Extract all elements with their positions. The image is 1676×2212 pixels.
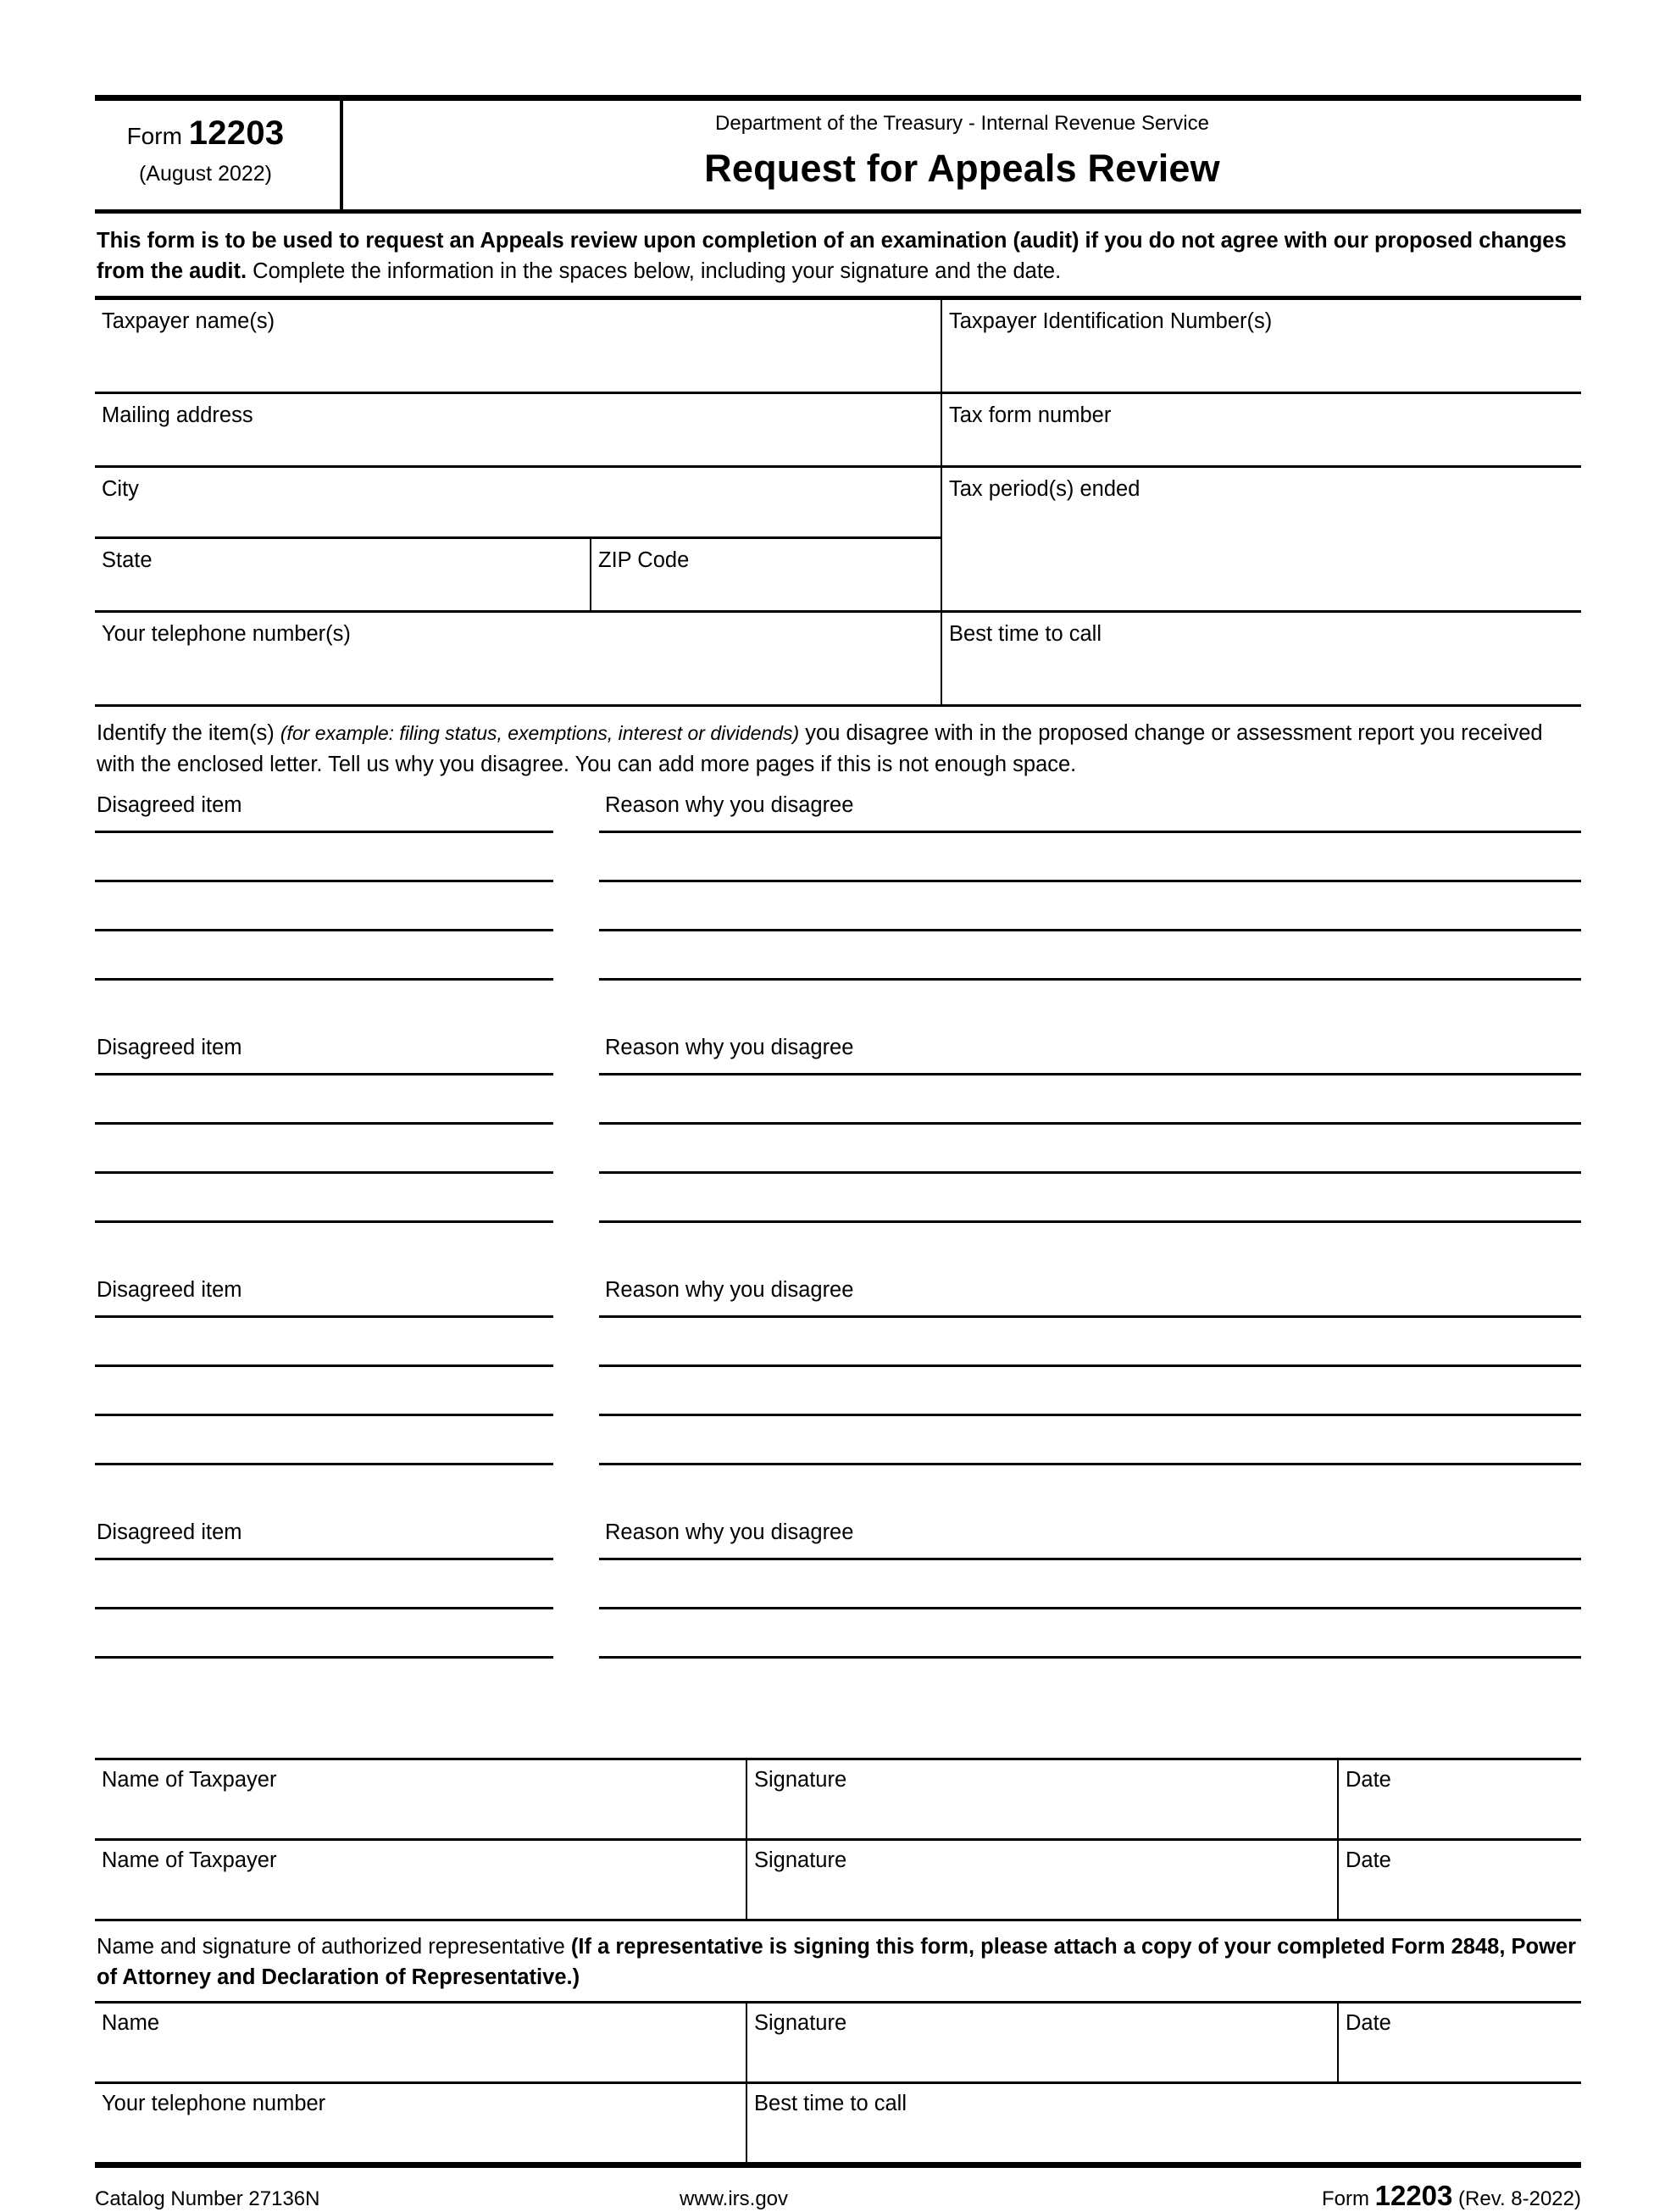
label-city: City [102, 477, 139, 502]
signature-row-2 [95, 1841, 1581, 1919]
identify-rest-text: you disagree with in the proposed change or assessment report you received with the enclosed letter. Tell us why you disagree. You can add more pages if this is not enough space. [97, 721, 1543, 776]
label-representative-name: Name [102, 2011, 160, 2036]
field-taxpayer-names[interactable] [95, 300, 942, 392]
disagreed-block-3 [95, 1270, 1581, 1512]
write-line[interactable] [599, 1463, 1581, 1512]
signature-row-1 [95, 1760, 1581, 1841]
footer-form-identity [1044, 2180, 1581, 2212]
field-representative-telephone[interactable] [95, 2084, 747, 2162]
disagreed-labels-2 [95, 1027, 1581, 1073]
field-taxpayer-name-1[interactable] [95, 1760, 747, 1838]
write-line[interactable] [95, 1656, 553, 1705]
column-gap [553, 831, 599, 1027]
disagreed-block-1 [95, 785, 1581, 1027]
write-line[interactable] [599, 1364, 1581, 1414]
label-disagreed-item-3: Disagreed item [97, 1277, 242, 1302]
write-line[interactable] [95, 1607, 553, 1656]
write-line[interactable] [95, 1171, 553, 1220]
form-footer [95, 2168, 1581, 2212]
reason-lines-3[interactable] [599, 1315, 1581, 1512]
column-gap [553, 1073, 599, 1270]
field-mailing-address[interactable] [95, 394, 942, 465]
form-content [95, 0, 1581, 2212]
write-line[interactable] [95, 831, 553, 880]
header-form-word: Form [126, 123, 182, 149]
field-telephone-numbers[interactable] [95, 613, 942, 704]
disagreed-labels-3 [95, 1270, 1581, 1315]
tax-periods-ended-inner [942, 468, 1581, 610]
label-representative-date: Date [1346, 2011, 1391, 2036]
reason-lines-1[interactable] [599, 831, 1581, 1027]
label-telephone-numbers: Your telephone number(s) [102, 622, 351, 647]
field-state[interactable] [95, 539, 591, 610]
identify-example-text: (for example: filing status, exemptions, interest or dividends) [280, 722, 800, 745]
field-best-time-to-call[interactable] [942, 613, 1581, 704]
footer-catalog-number: Catalog Number 27136N [95, 2187, 320, 2211]
write-line[interactable] [95, 1073, 553, 1122]
disagreed-lines-3 [95, 1315, 1581, 1512]
disagreed-item-lines-1[interactable] [95, 831, 553, 1027]
disagreed-item-lines-4[interactable] [95, 1558, 553, 1705]
grid-city-state-column [95, 468, 942, 610]
write-line[interactable] [95, 1315, 553, 1364]
field-representative-name[interactable] [95, 2004, 747, 2081]
disagreed-block-2 [95, 1027, 1581, 1270]
representative-notice [95, 1921, 1581, 2001]
field-taxpayer-name-2[interactable] [95, 1841, 747, 1919]
header-form-line [95, 113, 316, 154]
write-line[interactable] [599, 880, 1581, 929]
representative-notice-normal: Name and signature of authorized representative [97, 1934, 571, 1959]
disagreed-item-lines-3[interactable] [95, 1315, 553, 1512]
write-line[interactable] [599, 978, 1581, 1027]
page-title: Request for Appeals Review [704, 147, 1220, 190]
footer-form-number: 12203 [1374, 2180, 1453, 2212]
representative-row-name [95, 2004, 1581, 2084]
label-state: State [102, 548, 153, 573]
representative-row-telephone [95, 2084, 1581, 2162]
field-representative-best-time[interactable] [747, 2084, 1581, 2162]
field-taxpayer-signature-1[interactable] [747, 1760, 1339, 1838]
grid-row-city-state-period [95, 468, 1581, 613]
label-representative-best-time: Best time to call [754, 2092, 907, 2116]
intro-paragraph [95, 214, 1581, 296]
write-line[interactable] [599, 929, 1581, 978]
label-best-time-to-call: Best time to call [949, 622, 1102, 647]
label-taxpayer-name-2: Name of Taxpayer [102, 1848, 277, 1872]
write-line[interactable] [599, 1414, 1581, 1463]
disagreed-labels-1 [95, 785, 1581, 831]
intro-bold-text: This form is to be used to request an Appeals review upon completion of an examination (audit) if you do not agree with our proposed changes from the audit. [97, 229, 1567, 284]
identify-lead-text: Identify the item(s) [97, 721, 280, 746]
field-zip-code[interactable] [591, 539, 941, 610]
footer-rule [95, 2162, 1581, 2168]
label-tax-periods-ended: Tax period(s) ended [949, 477, 1140, 502]
label-taxpayer-id-numbers: Taxpayer Identification Number(s) [949, 309, 1273, 334]
field-taxpayer-date-1[interactable] [1339, 1760, 1581, 1838]
representative-notice-bold: (If a representative is signing this form, please attach a copy of your completed Form 2848, Power of Attorney and Declaration of Representative.) [97, 1934, 1577, 1990]
field-representative-signature[interactable] [747, 2004, 1339, 2081]
label-taxpayer-name-1: Name of Taxpayer [102, 1767, 277, 1792]
field-tax-periods-ended[interactable] [942, 468, 1581, 610]
label-disagreed-item-1: Disagreed item [97, 792, 242, 817]
label-mailing-address: Mailing address [102, 403, 253, 428]
column-gap [553, 1315, 599, 1512]
write-line[interactable] [95, 1558, 553, 1607]
identify-instruction [95, 707, 1581, 784]
label-representative-signature: Signature [754, 2011, 847, 2036]
write-line[interactable] [95, 1364, 553, 1414]
write-line[interactable] [95, 1463, 553, 1512]
header-revision-date: (August 2022) [138, 161, 273, 186]
disagreed-block-4 [95, 1512, 1581, 1705]
label-taxpayer-date-2: Date [1346, 1848, 1391, 1872]
reason-lines-2[interactable] [599, 1073, 1581, 1270]
pre-signature-spacer [95, 1705, 1581, 1758]
disagreed-lines-4 [95, 1558, 1581, 1705]
label-tax-form-number: Tax form number [949, 403, 1112, 428]
header-form-number: 12203 [188, 114, 285, 152]
footer-form-revision: (Rev. 8-2022) [1458, 2187, 1581, 2211]
write-line[interactable] [599, 1122, 1581, 1171]
label-reason-1: Reason why you disagree [605, 792, 854, 817]
taxpayer-info-grid [95, 296, 1581, 704]
label-reason-2: Reason why you disagree [605, 1035, 854, 1059]
write-line[interactable] [599, 1656, 1581, 1705]
representative-table [95, 2001, 1581, 2162]
header-top-rule [95, 95, 1581, 101]
label-disagreed-item-4: Disagreed item [97, 1520, 242, 1544]
write-line[interactable] [599, 1171, 1581, 1220]
write-line[interactable] [95, 1414, 553, 1463]
column-gap [553, 1558, 599, 1705]
write-line[interactable] [599, 1315, 1581, 1364]
disagreed-lines-1 [95, 831, 1581, 1027]
write-line[interactable] [95, 1122, 553, 1171]
label-zip-code: ZIP Code [598, 548, 690, 573]
label-disagreed-item-2: Disagreed item [97, 1035, 242, 1059]
footer-form-word: Form [1321, 2187, 1369, 2211]
grid-row-address [95, 394, 1581, 468]
label-representative-telephone: Your telephone number [102, 2092, 326, 2116]
header-form-identity [95, 101, 343, 209]
label-reason-3: Reason why you disagree [605, 1277, 854, 1302]
write-line[interactable] [599, 1220, 1581, 1270]
write-line[interactable] [95, 929, 553, 978]
write-line[interactable] [95, 978, 553, 1027]
field-city[interactable] [95, 468, 941, 539]
label-reason-4: Reason why you disagree [605, 1520, 854, 1544]
label-taxpayer-names: Taxpayer name(s) [102, 309, 275, 334]
field-tax-form-number[interactable] [942, 394, 1581, 465]
write-line[interactable] [599, 1558, 1581, 1607]
reason-lines-4[interactable] [599, 1558, 1581, 1705]
write-line[interactable] [599, 831, 1581, 880]
grid-row-name [95, 300, 1581, 394]
form-header [95, 95, 1581, 214]
write-line[interactable] [95, 880, 553, 929]
header-department: Department of the Treasury - Internal Revenue Service [715, 112, 1209, 135]
field-taxpayer-date-2[interactable] [1339, 1841, 1581, 1919]
disagreed-labels-4 [95, 1512, 1581, 1558]
footer-website: www.irs.gov [680, 2187, 789, 2211]
field-representative-date[interactable] [1339, 2004, 1581, 2081]
disagreed-item-lines-2[interactable] [95, 1073, 553, 1270]
header-title-block [343, 101, 1581, 209]
write-line[interactable] [599, 1073, 1581, 1122]
write-line[interactable] [599, 1607, 1581, 1656]
label-taxpayer-date-1: Date [1346, 1767, 1391, 1792]
taxpayer-signature-table [95, 1758, 1581, 1921]
disagreed-lines-2 [95, 1073, 1581, 1270]
grid-row-telephone [95, 613, 1581, 704]
field-taxpayer-id-numbers[interactable] [942, 300, 1581, 392]
label-taxpayer-signature-2: Signature [754, 1848, 847, 1872]
grid-row-state-zip [95, 539, 941, 610]
intro-normal-text: Complete the information in the spaces below, including your signature and the date. [247, 259, 1062, 284]
field-taxpayer-signature-2[interactable] [747, 1841, 1339, 1919]
label-taxpayer-signature-1: Signature [754, 1767, 847, 1792]
write-line[interactable] [95, 1220, 553, 1270]
